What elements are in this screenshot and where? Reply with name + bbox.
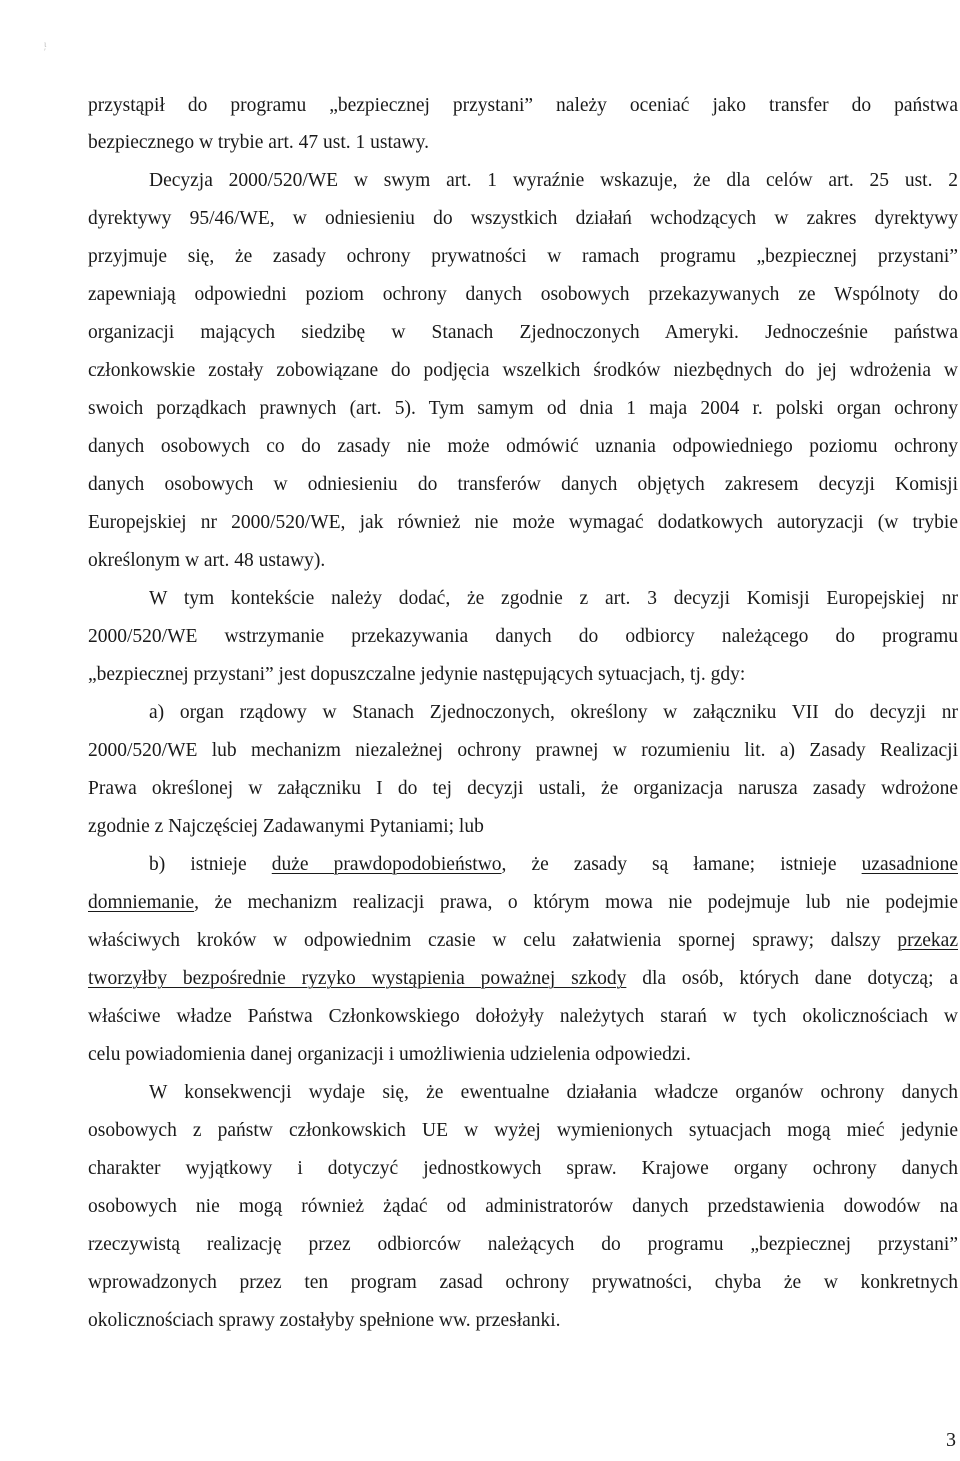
text-line: bezpiecznego w trybie art. 47 ust. 1 ustawy.	[88, 132, 429, 153]
text-line: wprowadzonych przez ten program zasad ochrony prywatności, chyba że w konkretnych	[88, 1272, 958, 1293]
text-fragment: b) istnieje	[149, 854, 247, 875]
text-line: przystąpił do programu „bezpiecznej przystani” należy oceniać jako transfer do państwa	[88, 95, 958, 116]
scan-mark: ι ′	[44, 39, 47, 57]
text-line: 2000/520/WE lub mechanizm niezależnej ochrony prawnej w rozumieniu lit. a) Zasady Realizacji	[88, 740, 958, 761]
underlined-text: tworzyłby bezpośrednie ryzyko wystąpienia poważnej szkody	[88, 968, 627, 989]
text-line: właściwe władze Państwa Członkowskiego dołożyły należytych starań w tych okolicznościach w	[88, 1006, 958, 1027]
text-line: okolicznościach sprawy zostałyby spełnione ww. przesłanki.	[88, 1310, 561, 1331]
text-line: zgodnie z Najczęściej Zadawanymi Pytaniami; lub	[88, 816, 484, 837]
text-fragment: , że mechanizm realizacji prawa, o którym mowa nie podejmuje lub nie podejmie	[194, 892, 958, 913]
text-line: rzeczywistą realizację przez odbiorców należących do programu „bezpiecznej przystani”	[88, 1234, 958, 1255]
text-line: W tym kontekście należy dodać, że zgodnie z art. 3 decyzji Komisji Europejskiej nr	[149, 588, 958, 609]
text-line: określonym w art. 48 ustawy).	[88, 550, 326, 571]
text-fragment: dla osób, których dane dotyczą; a	[626, 968, 958, 989]
text-line: osobowych nie mogą również żądać od administratorów danych przedstawienia dowodów na	[88, 1196, 958, 1217]
text-line: organizacji mających siedzibę w Stanach Zjednoczonych Ameryki. Jednocześnie państwa	[88, 322, 958, 343]
underlined-text: przekaz	[897, 930, 958, 951]
text-line: a) organ rządowy w Stanach Zjednoczonych, określony w załączniku VII do decyzji nr	[149, 702, 958, 723]
text-line: dyrektywy 95/46/WE, w odniesieniu do wszystkich działań wchodzących w zakres dyrektywy	[88, 208, 958, 229]
text-line: Prawa określonej w załączniku I do tej decyzji ustali, że organizacja narusza zasady wdrożone	[88, 778, 958, 799]
text-line: danych osobowych co do zasady nie może odmówić uznania odpowiedniego poziomu ochrony	[88, 436, 958, 457]
underlined-text: duże prawdopodobieństwo	[271, 854, 502, 875]
text-line: „bezpiecznej przystani” jest dopuszczalne jedynie następujących sytuacjach, tj. gdy:	[88, 664, 746, 685]
text-line: przyjmuje się, że zasady ochrony prywatności w ramach programu „bezpiecznej przystani”	[88, 246, 958, 267]
page-number: 3	[946, 1429, 956, 1451]
text-line: Europejskiej nr 2000/520/WE, jak również nie może wymagać dodatkowych autoryzacji (w trybie	[88, 512, 958, 533]
text-line: zapewniają odpowiedni poziom ochrony danych osobowych przekazywanych ze Wspólnoty do	[88, 284, 958, 305]
text-line: charakter wyjątkowy i dotyczyć jednostkowych spraw. Krajowe organy ochrony danych	[88, 1158, 958, 1179]
text-line	[149, 848, 958, 882]
text-line: osobowych z państw członkowskich UE w wyżej wymienionych sytuacjach mogą mieć jedynie	[88, 1120, 958, 1141]
text-fragment: właściwych kroków w odpowiednim czasie w celu załatwienia spornej sprawy; dalszy	[88, 930, 881, 951]
text-line: swoich porządkach prawnych (art. 5). Tym samym od dnia 1 maja 2004 r. polski organ ochrony	[88, 398, 958, 419]
underlined-text: uzasadnione	[861, 854, 958, 875]
text-fragment: , że zasady są łamane; istnieje	[501, 854, 837, 875]
underlined-text: domniemanie	[88, 892, 195, 913]
text-line: Decyzja 2000/520/WE w swym art. 1 wyraźnie wskazuje, że dla celów art. 25 ust. 2	[149, 170, 958, 191]
text-line	[88, 924, 958, 958]
text-line	[88, 886, 958, 920]
text-line: danych osobowych w odniesieniu do transferów danych objętych zakresem decyzji Komisji	[88, 474, 958, 495]
text-line: celu powiadomienia danej organizacji i umożliwienia udzielenia odpowiedzi.	[88, 1044, 691, 1065]
text-line	[88, 962, 958, 996]
text-line: członkowskie zostały zobowiązane do podjęcia wszelkich środków niezbędnych do jej wdrożenia w	[88, 360, 958, 381]
text-line: 2000/520/WE wstrzymanie przekazywania danych do odbiorcy należącego do programu	[88, 626, 958, 647]
text-line: W konsekwencji wydaje się, że ewentualne działania władcze organów ochrony danych	[149, 1082, 958, 1103]
